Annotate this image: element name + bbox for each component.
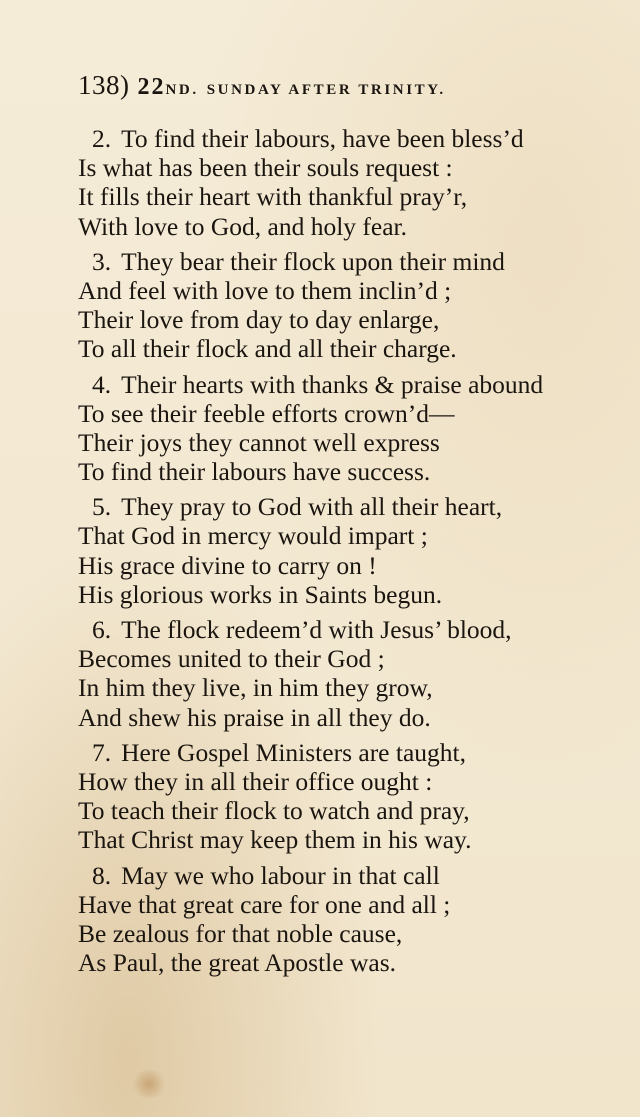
verse-line-text: The flock redeem’d with Jesus’ blood, — [121, 615, 512, 644]
verse-number: 8. — [92, 860, 112, 890]
verse-line — [78, 948, 633, 977]
verse-5 — [78, 492, 633, 609]
verse-6 — [78, 615, 633, 732]
verse-line-text: Their love from day to day enlarge, — [78, 305, 440, 335]
verse-line-text: To see their feeble efforts crown’d— — [78, 398, 455, 428]
verse-line — [78, 738, 633, 767]
verse-line-text: That God in mercy would impart ; — [78, 521, 428, 551]
verse-line — [78, 796, 633, 825]
verse-line — [78, 334, 633, 363]
verse-line — [78, 580, 633, 609]
verse-line — [78, 305, 633, 334]
page-number: 138) — [78, 70, 130, 100]
verse-line-text: That Christ may keep them in his way. — [78, 825, 472, 855]
verse-number: 4. — [92, 369, 112, 399]
verse-line-text: His grace divine to carry on ! — [78, 550, 377, 580]
verse-line-text: To teach their flock to watch and pray, — [78, 796, 470, 826]
verse-number: 2. — [92, 124, 112, 153]
verse-number: 7. — [92, 737, 112, 767]
verse-line-text: Their joys they cannot well express — [78, 427, 440, 457]
verse-line-text: To find their labours, have been bless’d — [121, 124, 524, 153]
verse-number: 5. — [92, 492, 112, 522]
hymn-verses — [78, 124, 633, 983]
verse-line — [78, 182, 633, 211]
verse-line-text: Their hearts with thanks & praise abound — [121, 369, 544, 399]
verse-line — [78, 492, 633, 521]
verse-number: 3. — [92, 246, 112, 276]
verse-line-text: To all their flock and all their charge. — [78, 334, 457, 364]
verse-line-text: Is what has been their souls request : — [78, 153, 453, 183]
verse-line — [78, 399, 633, 428]
verse-line-text: How they in all their office ought : — [78, 766, 433, 796]
verse-line — [78, 767, 633, 796]
verse-line — [78, 153, 633, 182]
verse-line — [78, 247, 633, 276]
verse-line — [78, 861, 633, 890]
running-header — [78, 70, 598, 101]
verse-line-text: Here Gospel Ministers are taught, — [121, 737, 466, 767]
verse-line-text: They bear their flock upon their mind — [121, 246, 505, 276]
verse-line — [78, 890, 633, 919]
verse-line — [78, 212, 633, 241]
verse-line — [78, 370, 633, 399]
verse-line — [78, 521, 633, 550]
verse-line — [78, 457, 633, 486]
verse-7 — [78, 738, 633, 855]
verse-line-text: Be zealous for that noble cause, — [78, 918, 403, 948]
verse-line — [78, 428, 633, 457]
verse-8 — [78, 861, 633, 978]
verse-line — [78, 644, 633, 673]
verse-line-text: May we who labour in that call — [121, 860, 440, 890]
verse-line-text: Becomes united to their God ; — [78, 644, 385, 674]
header-title — [138, 74, 446, 101]
verse-4 — [78, 370, 633, 487]
verse-3 — [78, 247, 633, 364]
header-ordinal: 22 — [137, 74, 166, 100]
verse-line — [78, 919, 633, 948]
verse-number: 6. — [92, 615, 112, 644]
verse-line-text: They pray to God with all their heart, — [121, 492, 503, 522]
verse-line — [78, 825, 633, 854]
verse-line-text: And feel with love to them inclin’d ; — [78, 275, 452, 305]
verse-line-text: It fills their heart with thankful pray’r, — [78, 182, 468, 212]
verse-line — [78, 551, 633, 580]
verse-2 — [78, 124, 633, 241]
verse-line-text: As Paul, the great Apostle was. — [78, 948, 396, 978]
verse-line — [78, 615, 633, 644]
verse-line — [78, 276, 633, 305]
verse-line — [78, 673, 633, 702]
header-ordinal-suffix: ND. — [165, 82, 199, 98]
header-title-text: SUNDAY AFTER TRINITY. — [206, 82, 446, 98]
verse-line — [78, 124, 633, 153]
verse-line-text: To find their labours have success. — [78, 457, 431, 487]
verse-line — [78, 703, 633, 732]
verse-line-text: Have that great care for one and all ; — [78, 889, 451, 919]
verse-line-text: With love to God, and holy fear. — [78, 211, 407, 241]
verse-line-text: And shew his praise in all they do. — [78, 702, 431, 732]
paper-stain — [130, 1070, 168, 1098]
verse-line-text: His glorious works in Saints begun. — [78, 579, 443, 609]
verse-line-text: In him they live, in him they grow, — [78, 673, 433, 703]
